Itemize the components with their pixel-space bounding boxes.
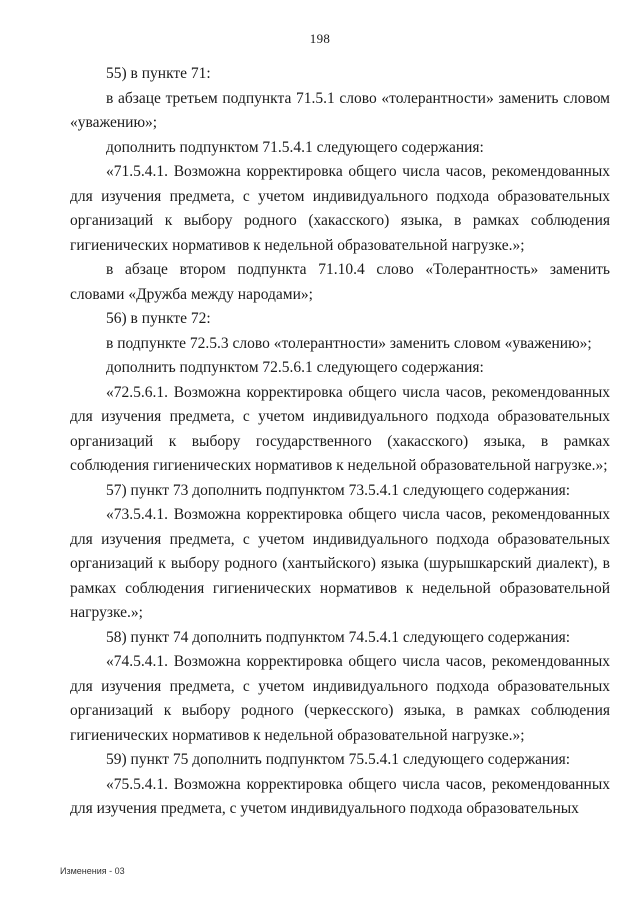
paragraph: в абзаце втором подпункта 71.10.4 слово «Толерантность» заменить словами «Дружба между народами»; <box>70 261 610 303</box>
paragraph: дополнить подпунктом 71.5.4.1 следующего содержания: <box>106 138 484 156</box>
paragraph: в абзаце третьем подпункта 71.5.1 слово «толерантности» заменить словом «уважению»; <box>70 89 610 131</box>
footer-note: Изменения - 03 <box>60 866 125 876</box>
paragraph: «75.5.4.1. Возможна корректировка общего числа часов, рекомендованных для изучения предмета, с учетом индивидуального подхода образовательных <box>70 775 610 817</box>
paragraph: «71.5.4.1. Возможна корректировка общего числа часов, рекомендованных для изучения предмета, с учетом индивидуального подхода образовательных организаций к выбору родного (хакасского) языка, в рамках соблюдения гигиенических нормативов к недельной образовательной нагрузке.»; <box>70 163 610 254</box>
paragraph: 57) пункт 73 дополнить подпунктом 73.5.4.1 следующего содержания: <box>106 481 571 499</box>
paragraph: в подпункте 72.5.3 слово «толерантности» заменить словом «уважению»; <box>106 334 592 352</box>
paragraph: «72.5.6.1. Возможна корректировка общего числа часов, рекомендованных для изучения предмета, с учетом индивидуального подхода образовательных организаций к выбору государственного (хакасского) языка, в рамках соблюдения гигиенических нормативов к недельной образовательной нагрузке.»; <box>70 383 610 474</box>
paragraph: «73.5.4.1. Возможна корректировка общего числа часов, рекомендованных для изучения предмета, с учетом индивидуального подхода образовательных организаций к выбору родного (хантыйского) языка (шурышкарский диалект), в рамках соблюдения гигиенических нормативов к недельной образовательной нагрузке.»; <box>70 506 610 621</box>
paragraph: дополнить подпунктом 72.5.6.1 следующего содержания: <box>106 359 484 376</box>
paragraph: 55) в пункте 71: <box>106 65 211 82</box>
paragraph: 56) в пункте 72: <box>106 310 211 327</box>
paragraph: «74.5.4.1. Возможна корректировка общего числа часов, рекомендованных для изучения предмета, с учетом индивидуального подхода образовательных организаций к выбору родного (черкесского) языка, в рамках соблюдения гигиенических нормативов к недельной образовательной нагрузке.»; <box>70 653 610 744</box>
paragraph: 58) пункт 74 дополнить подпунктом 74.5.4.1 следующего содержания: <box>106 628 571 646</box>
document-body <box>70 62 610 822</box>
page-number: 198 <box>309 31 331 46</box>
paragraph: 59) пункт 75 дополнить подпунктом 75.5.4.1 следующего содержания: <box>106 751 571 768</box>
